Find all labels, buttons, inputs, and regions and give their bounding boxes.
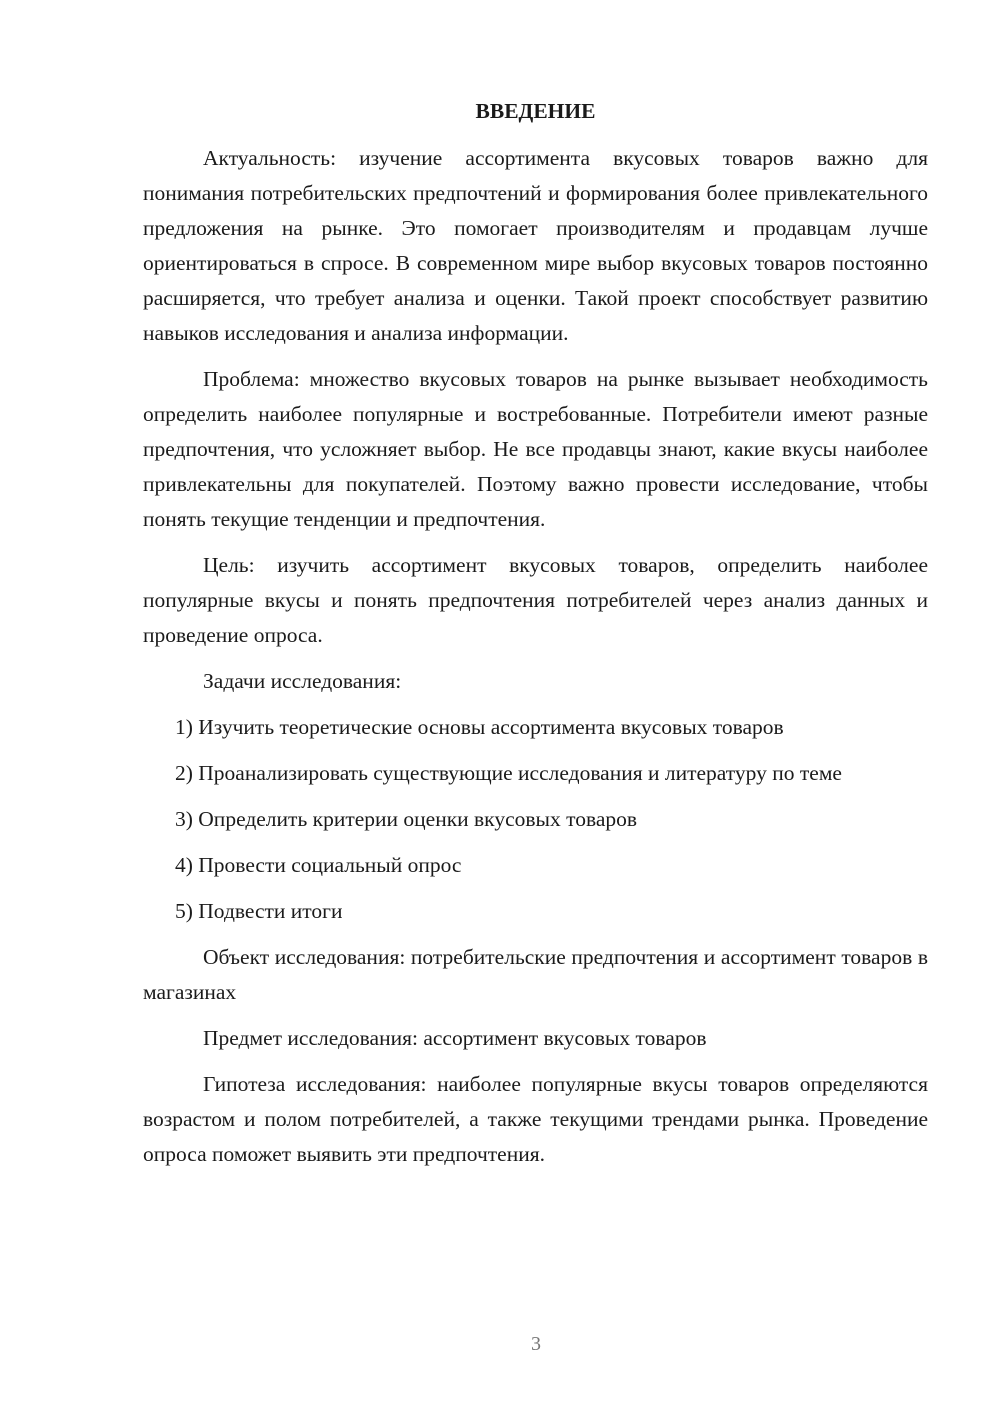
task-item: 4) Провести социальный опрос [175, 853, 462, 877]
tasks-heading: Задачи исследования: [203, 669, 402, 693]
paragraph-relevance: Актуальность: изучение ассортимента вкусовых товаров важно для понимания потребительских предпочтений и формирования более привлекательного предложения на рынке. Это помогает производителям и продавцам лучше ориентироваться в спросе. В современном мире выбор вкусовых товаров постоянно расширяется, что требует анализа и оценки. Такой проект способствует развитию навыков исследования и анализа информации. [143, 146, 928, 345]
task-item: 1) Изучить теоретические основы ассортимента вкусовых товаров [175, 715, 784, 739]
paragraph-problem: Проблема: множество вкусовых товаров на рынке вызывает необходимость определить наиболее популярные и востребованные. Потребители имеют разные предпочтения, что усложняет выбор. Не все продавцы знают, какие вкусы наиболее привлекательны для покупателей. Поэтому важно провести исследование, чтобы понять текущие тенденции и предпочтения. [143, 367, 928, 531]
task-item: 3) Определить критерии оценки вкусовых товаров [175, 807, 638, 831]
page-number: 3 [531, 1333, 541, 1355]
paragraph-subject: Предмет исследования: ассортимент вкусовых товаров [203, 1026, 707, 1050]
section-title: ВВЕДЕНИЕ [475, 99, 596, 123]
task-item: 2) Проанализировать существующие исследования и литературу по теме [175, 761, 842, 785]
paragraph-hypothesis: Гипотеза исследования: наиболее популярные вкусы товаров определяются возрастом и полом потребителей, а также текущими трендами рынка. Проведение опроса поможет выявить эти предпочтения. [143, 1072, 928, 1166]
document-page [143, 94, 928, 1183]
paragraph-object: Объект исследования: потребительские предпочтения и ассортимент товаров в магазинах [143, 945, 928, 1004]
task-item: 5) Подвести итоги [175, 899, 343, 923]
paragraph-goal: Цель: изучить ассортимент вкусовых товаров, определить наиболее популярные вкусы и понять предпочтения потребителей через анализ данных и проведение опроса. [143, 553, 928, 647]
